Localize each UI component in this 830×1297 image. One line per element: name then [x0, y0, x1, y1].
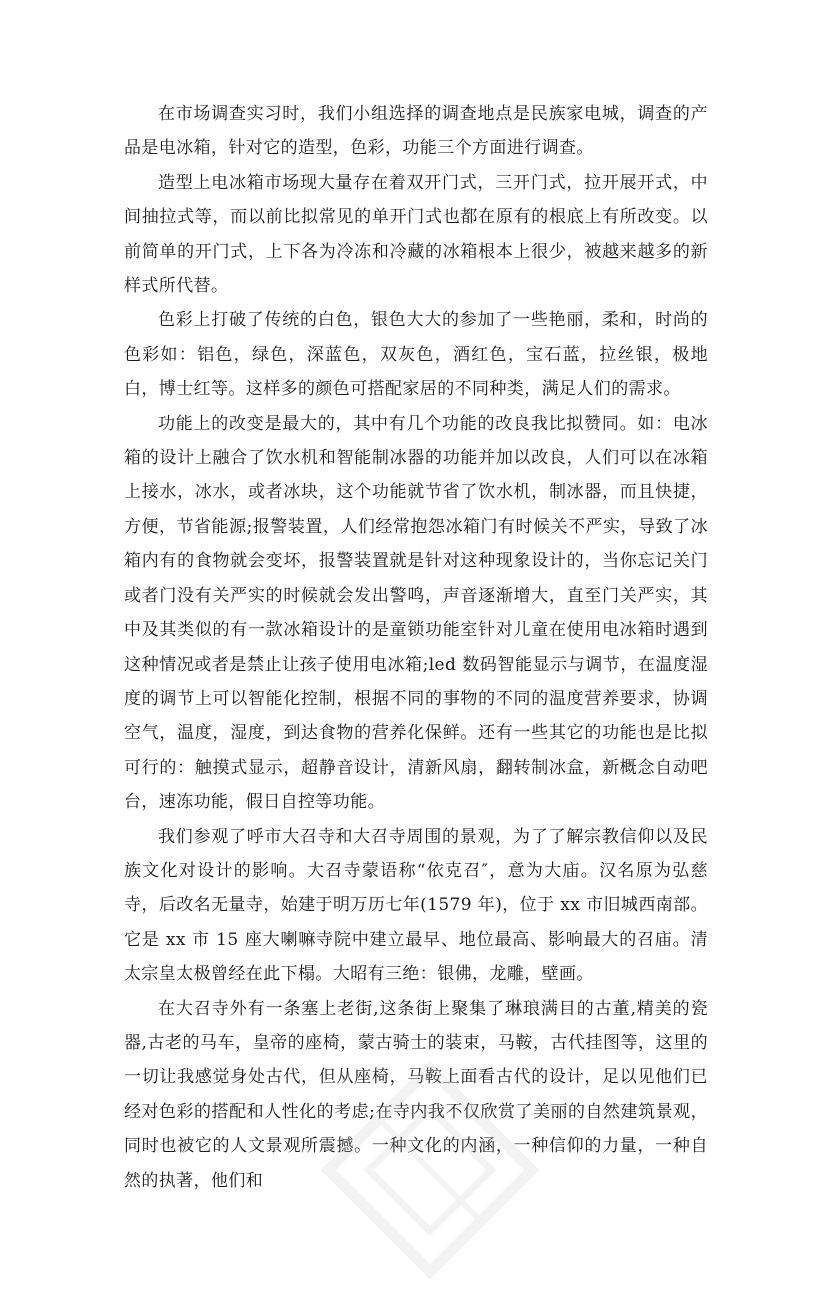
paragraph-survey-intro: 在市场调查实习时，我们小组选择的调查地点是民族家电城，调查的产品是电冰箱，针对它的造型，色彩，功能三个方面进行调查。	[124, 104, 708, 159]
paragraph-dazhao-temple: 我们参观了呼市大召寺和大召寺周围的景观，为了了解宗教信仰以及民族文化对设计的影响。大召寺蒙语称“依克召″，意为大庙。汉名原为弘慈寺，后改名无量寺，始建于明万历七年(1579 年)，位于 xx 市旧城西南部。它是 xx 市 15 座大喇嘛寺院中建立最早、地位最高、影响最大的召庙。清太宗皇太极曾经在此下榻。大昭有三绝：银佛，龙雕，壁画。	[124, 826, 708, 985]
paragraph-shape: 造型上电冰箱市场现大量存在着双开门式，三开门式，拉开展开式，中间抽拉式等，而以前比拟常见的单开门式也都在原有的根底上有所改变。以前简单的开门式，上下各为冷冻和冷藏的冰箱根本上很少，被越来越多的新样式所代替。	[124, 172, 708, 297]
paragraph-function: 功能上的改变是最大的，其中有几个功能的改良我比拟赞同。如：电冰箱的设计上融合了饮水机和智能制冰器的功能并加以改良，人们可以在冰箱上接水，冰水，或者冰块，这个功能就节省了饮水机，制冰器，而且快捷，方便，节省能源;报警装置，人们经常抱怨冰箱门有时候关不严实，导致了冰箱内有的食物就会变坏，报警装置就是针对这种现象设计的，当你忘记关门或者门没有关严实的时候就会发出警鸣，声音逐渐增大，直至门关严实，其中及其类似的有一款冰箱设计的是童锁功能室针对儿童在使用电冰箱时遇到这种情况或者是禁止让孩子使用电冰箱;led 数码智能显示与调节，在温度湿度的调节上可以智能化控制，根据不同的事物的不同的温度营养要求，协调空气，温度，湿度，到达食物的营养化保鲜。还有一些其它的功能也是比拟可行的：触摸式显示，超静音设计，清新风扇，翻转制冰盒，新概念自动吧台，速冻功能，假日自控等功能。	[124, 413, 708, 813]
paragraph-color: 色彩上打破了传统的白色，银色大大的参加了一些艳丽，柔和，时尚的色彩如：铝色，绿色，深蓝色，双灰色，酒红色，宝石蓝，拉丝银，极地白，博士红等。这样多的颜色可搭配家居的不同种类，满足人们的需求。	[124, 310, 708, 400]
paragraph-old-street: 在大召寺外有一条塞上老街,这条街上聚集了琳琅满目的古董,精美的瓷器,古老的马车，皇帝的座椅，蒙古骑士的装束，马鞍，古代挂图等，这里的一切让我感觉身处古代，但从座椅，马鞍上面看古代的设计，足以见他们已经对色彩的搭配和人性化的考虑;在寺内我不仅欣赏了美丽的自然建筑景观，同时也被它的人文景观所震撼。一种文化的内涵，一种信仰的力量，一种自然的执著，他们和	[124, 998, 708, 1191]
document-body	[124, 97, 708, 1198]
